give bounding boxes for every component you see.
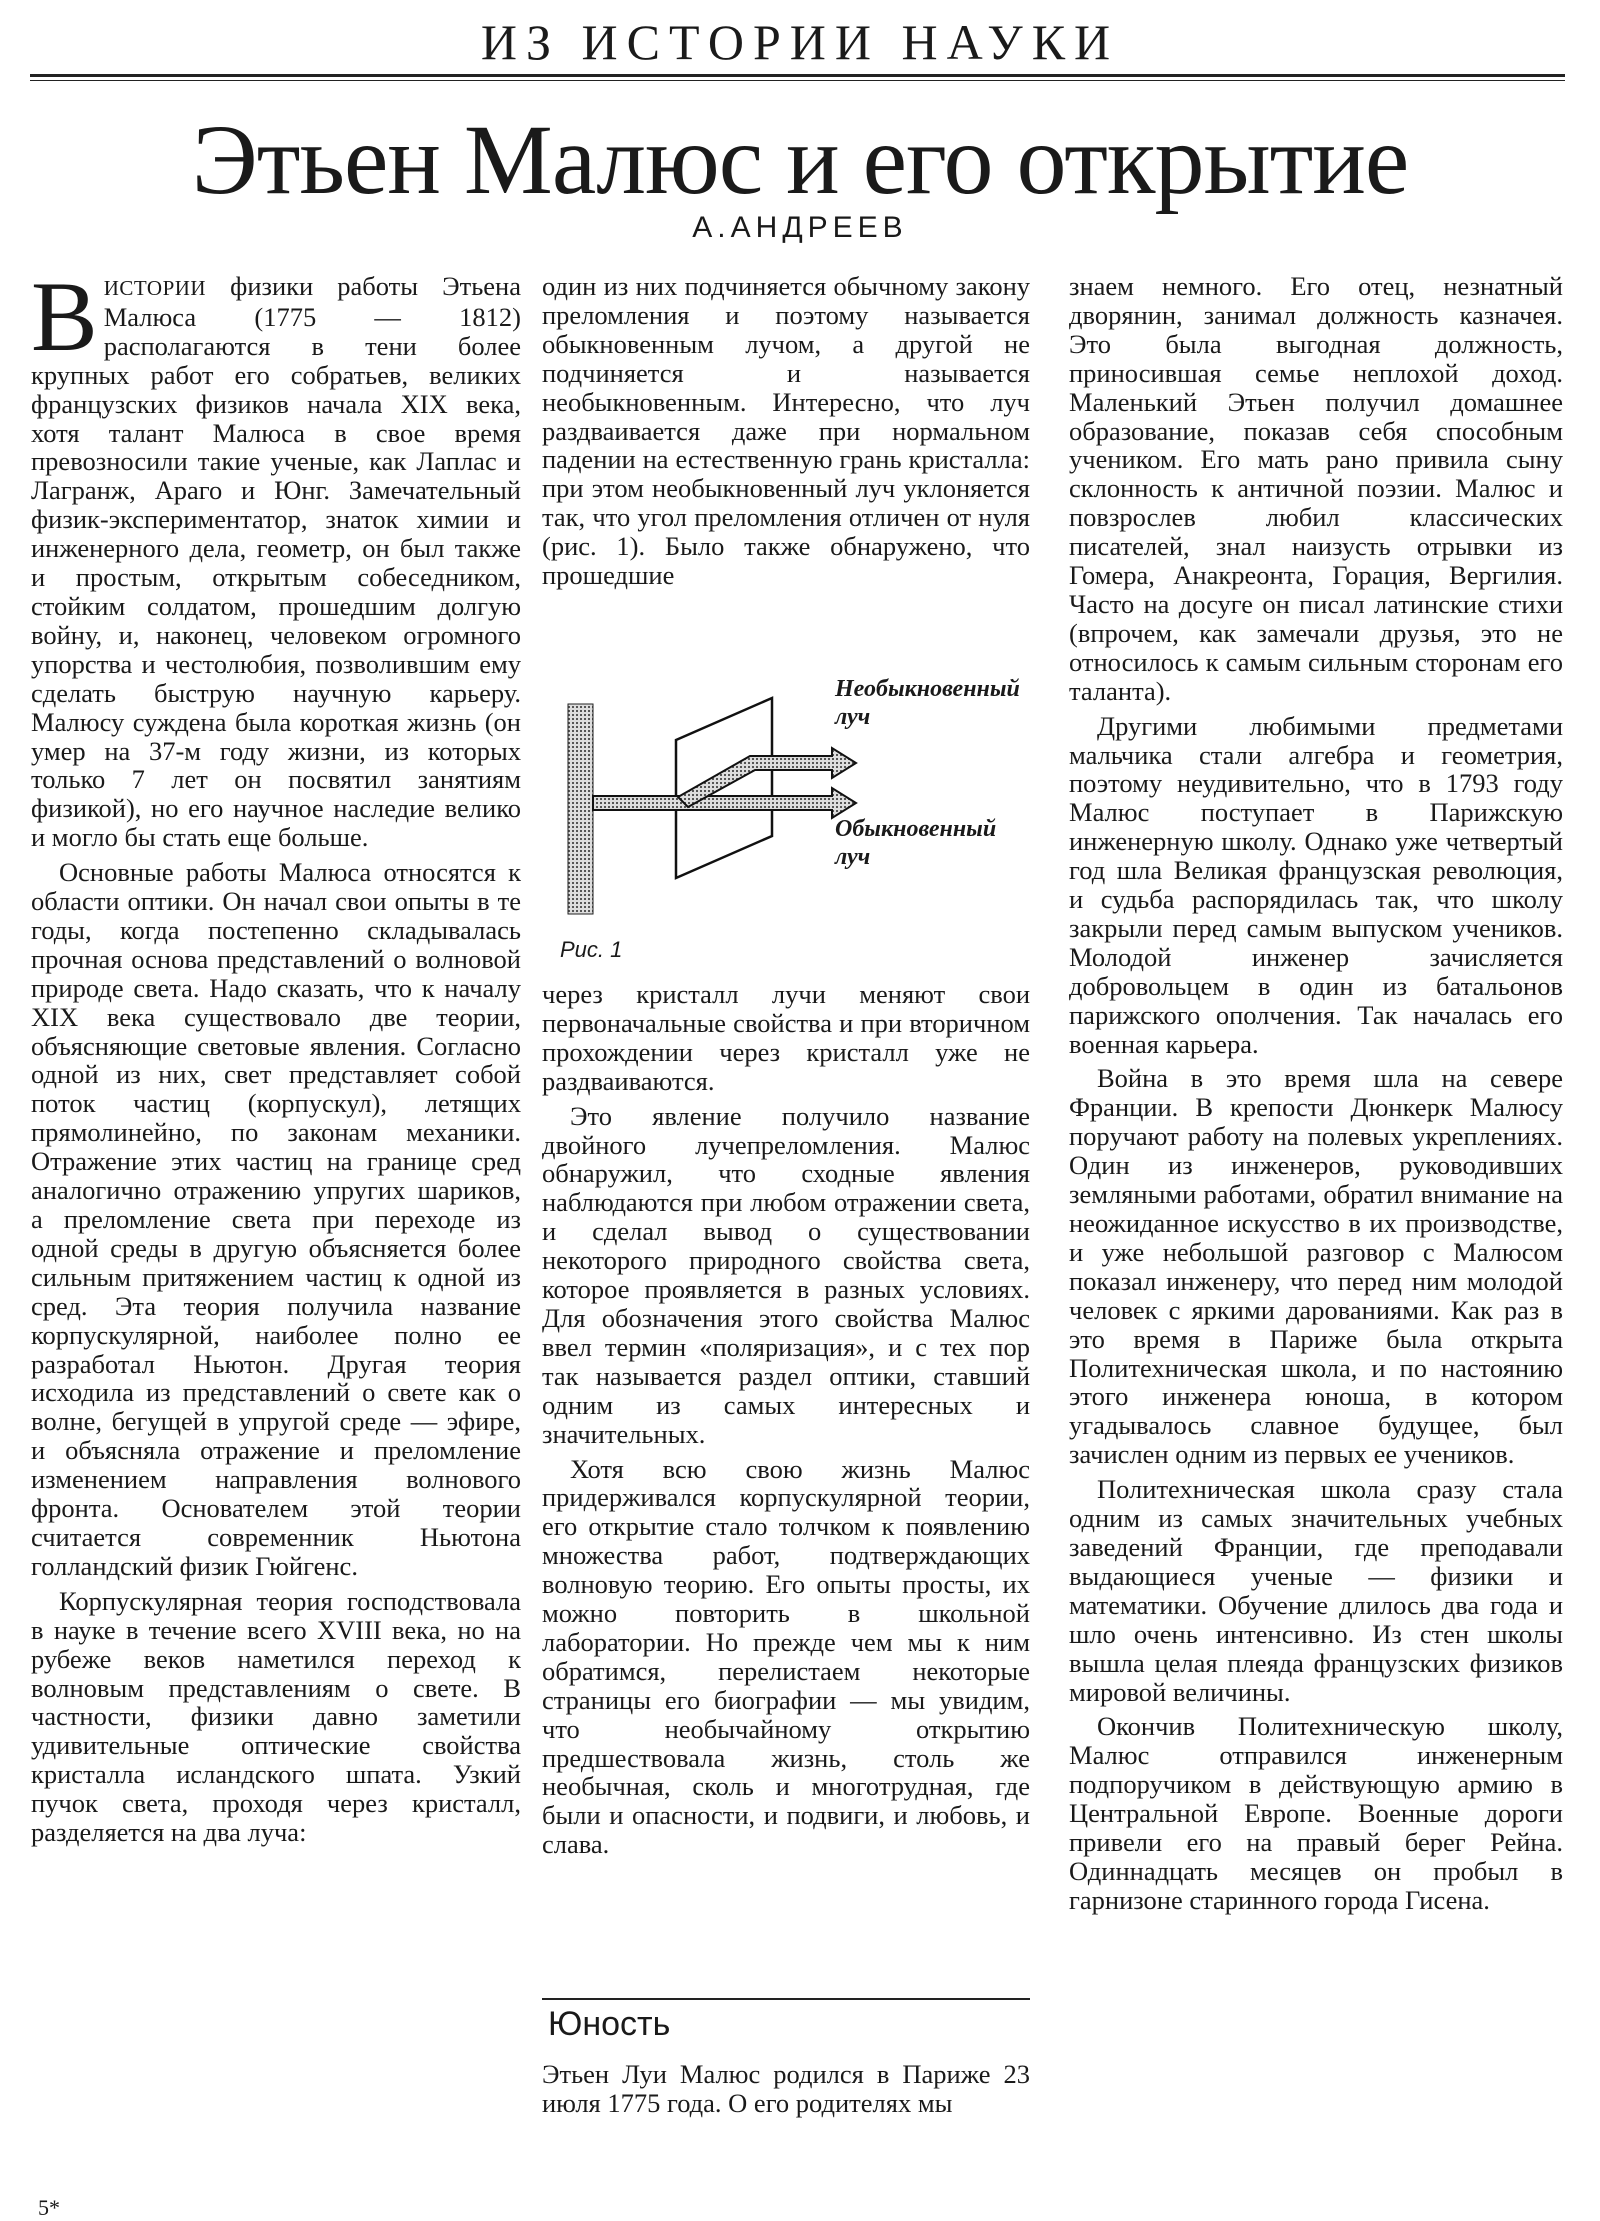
ordinary-ray-arrow (593, 788, 856, 818)
column-1 (31, 261, 521, 1848)
light-source (568, 704, 593, 914)
lead-smallcaps: ИСТОРИИ (103, 276, 207, 300)
paragraph: Это явление получило название двойного лучепреломления. Малюс обнаружил, что сходные явления наблюдаются при любом отражении света, и сделал вывод о существовании некоторого природного свойства света, которое проявляется в разных условиях. Для обозначения этого свойства Малюс ввел термин «поляризация», и с тех пор так называется раздел оптики, ставший одним из самых интересных и значительных. (542, 1100, 1030, 1449)
column-2-top (542, 272, 1030, 590)
column-2-bottom (542, 2060, 1030, 2118)
paragraph: Основные работы Малюса относятся к области оптики. Он начал свои опыты в те годы, когда постепенно складывалась прочная основа представлений о волновой природе света. Надо сказать, что к началу XIX века существовало две теории, объясняющие световые явления. Согласно одной из них, свет представляет собой поток частиц (корпускул), летящих прямолинейно, по законам механики. Отражение этих частиц на границе сред аналогично отражению упругих шариков, а преломление света при переходе из одной среды в другую объясняется более сильным притяжением частиц к одной из сред. Эта теория получила название корпускулярной, наиболее полно ее разработал Ньютон. Другая теория исходила из представлений о свете как о волне, бегущей в упругой среде — эфире, и объясняла отражение и преломление изменением направления волнового фронта. Основателем этой теории считается современник Ньютона голландский физик Гюйгенс. (31, 857, 521, 1581)
header-rule (30, 74, 1565, 77)
paragraph: Этьен Луи Малюс родился в Париже 23 июля 1775 года. О его родителях мы (542, 2059, 1030, 2118)
paragraph: знаем немного. Его отец, незнатный дворянин, занимал должность казначея. Это была выгодная должность, приносившая семье неплохой доход. Маленький Этьен получил домашнее образование, показав себя способным учеником. Его мать рано привила сыну склонность к античной поэзии. Малюс и повзрослев любил классических писателей, знал наизусть отрывки из Гомера, Анакреонта, Горация, Вергилия. Часто на досуге он писал латинские стихи (впрочем, как замечали друзья, это не относилось к самым сильным сторонам его таланта). (1069, 271, 1563, 706)
paragraph-text: физики работы Этьена Малюса (1775 — 1812) располагаются в тени более крупных работ его собратьев, великих французских физиков начала XIX века, хотя талант Малюса в свое время превозносили такие ученые, как Лаплас и Лагранж, Араго и Юнг. Замечательный физик-экспериментатор, знаток химии и инженерного дела, геометр, он был также и простым, открытым собеседником, стойким солдатом, прошедшим долгую войну, и, наконец, человеком огромного упорства и честолюбия, позволившим ему сделать быструю научную карьеру. Малюсу суждена была короткая жизнь (он умер на 37-м году жизни, из которых только 7 лет он посвятил занятиям физикой), но его научное наследие велико и могло бы стать еще больше. (31, 271, 521, 853)
figure-caption: Рис. 1 (560, 937, 623, 962)
paragraph: Политехническая школа сразу стала одним из самых значительных учебных заведений Франции, где преподавали выдающиеся ученые — физики и математики. Обучение длилось два года и шло очень интенсивно. Из стен школы вышла целая плеяда французских физиков мировой величины. (1069, 1474, 1563, 1707)
label-ordinary: Обыкновенный луч (835, 816, 997, 870)
paragraph: Корпускулярная теория господствовала в науке в течение всего XVIII века, но на рубеже веков наметился переход к волновым представлениям о свете. В частности, физики давно заметили удивительные оптические свойства кристалла исландского шпата. Узкий пучок света, проходя через кристалл, разделяется на два луча: (31, 1585, 521, 1848)
header-rule-thin (30, 80, 1565, 81)
paragraph: один из них подчиняется обычному закону преломления и поэтому называется обыкновенным лучом, а другой не подчиняется и называется необыкновенным. Интересно, что луч раздваивается даже при нормальном падении на естественную грань кристалла: при этом необыкновенный луч уклоняется так, что угол преломления отличен от нуля (рис. 1). Было также обнаружено, что прошедшие (542, 271, 1030, 591)
column-2-middle (542, 980, 1030, 1859)
article-author: А.АНДРЕЕВ (692, 211, 908, 244)
paragraph: Окончив Политехническую школу, Малюс отправился инженерным подпоручиком в действующую армию в Центральной Европе. Военные дороги привели его на правый берег Рейна. Одиннадцать месяцев он пробыл в гарнизоне старинного города Гисена. (1069, 1711, 1563, 1915)
paragraph: через кристалл лучи меняют свои первоначальные свойства и при вторичном прохождении через кристалл уже не раздваиваются. (542, 979, 1030, 1096)
section-rubric: ИЗ ИСТОРИИ НАУКИ (480, 14, 1120, 70)
page-number: 5* (38, 2195, 60, 2220)
paragraph: Хотя всю свою жизнь Малюс придерживался корпускулярной теории, его открытие стало толчком к появлению множества работ, подтверждающих волновую теорию. Его опыты просты, их можно повторить в школьной лаборатории. Но прежде чем мы к ним обратимся, перелистаем некоторые страницы его биографии — мы увидим, что необычайному открытию предшествовала жизнь, столь же необычная, сколь и многотрудная, где были и опасности, и подвиги, и любовь, и слава. (542, 1453, 1030, 1860)
paragraph: Другими любимыми предметами мальчика стали алгебра и геометрия, поэтому неудивительно, что в 1793 году Малюс поступает в Парижскую инженерную школу. Однако уже четвертый год шла Великая французская революция, и судьба распорядилась так, что школу закрыли перед самым выпуском учеников. Молодой инженер зачисляется добровольцем в один из батальонов парижского ополчения. Так началась его военная карьера. (1069, 710, 1563, 1059)
section-heading: Юность (548, 2005, 671, 2043)
column-3 (1069, 272, 1563, 1915)
label-extraordinary: Необыкновенный луч (835, 676, 1020, 730)
paragraph (31, 261, 521, 853)
drop-cap: В (31, 261, 98, 372)
figure-1 (560, 650, 1040, 980)
article-title: Этьен Малюс и его открытие (191, 104, 1409, 215)
section-rule (542, 1998, 1030, 2000)
paragraph: Война в это время шла на севере Франции. В крепости Дюнкерк Малюсу поручают работу на полевых укреплениях. Один из инженеров, руководивших земляными работами, обратил внимание на неожиданное искусство в их производстве, и уже небольшой разговор с Малюсом показал инженеру, что перед ним молодой человек с яркими дарованиями. Как раз в это время в Париже была открыта Политехническая школа, и по настоянию этого инженера юноша, в котором угадывалось славное будущее, был зачислен одним из первых ее учеников. (1069, 1063, 1563, 1470)
